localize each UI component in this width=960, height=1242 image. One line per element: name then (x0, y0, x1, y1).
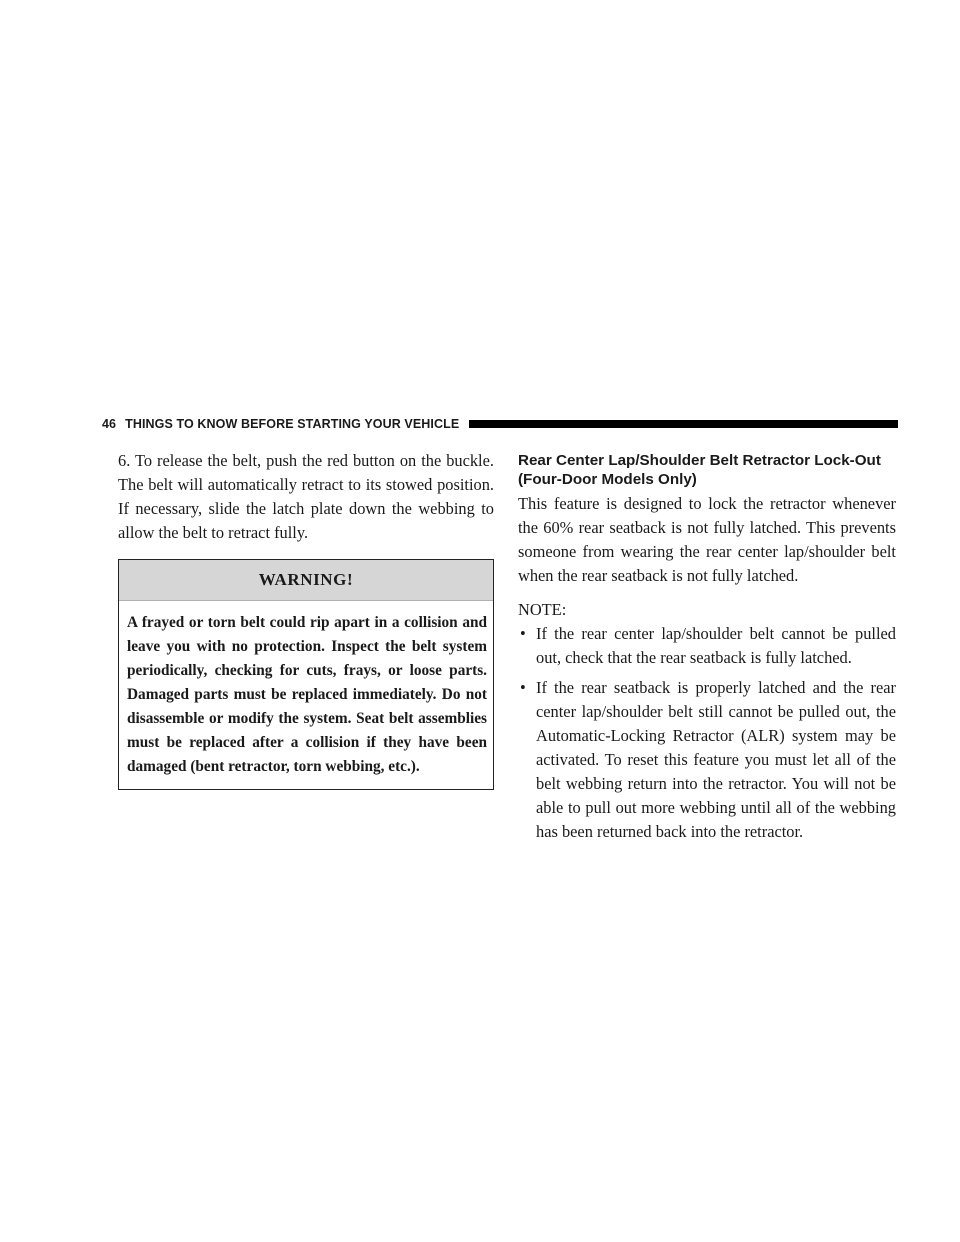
list-item (518, 676, 896, 844)
bullet-icon: • (520, 678, 526, 697)
bullet-text: If the rear seatback is properly latched and the rear center lap/shoulder belt still cannot be pulled out, the Automatic-Locking Retractor (ALR) system may be activated. To reset this feature you must let all of the belt webbing return into the retractor. You will not be able to pull out more webbing until all of the webbing has been returned back into the retractor. (536, 678, 896, 841)
note-bullet-list (518, 622, 896, 844)
warning-title: WARNING! (258, 570, 354, 589)
running-title: THINGS TO KNOW BEFORE STARTING YOUR VEHICLE (125, 417, 460, 431)
warning-title-bar (119, 560, 493, 601)
bullet-text: If the rear center lap/shoulder belt cannot be pulled out, check that the rear seatback is fully latched. (536, 624, 896, 667)
note-label: NOTE: (518, 600, 567, 619)
warning-box (118, 559, 494, 790)
left-column (118, 449, 494, 790)
feature-paragraph: This feature is designed to lock the retractor whenever the 60% rear seatback is not fully latched. This prevents someone from wearing the rear center lap/shoulder belt when the rear seatback is not fully latched. (518, 494, 896, 585)
header-rule (469, 420, 898, 428)
right-column (518, 451, 896, 850)
section-heading: Rear Center Lap/Shoulder Belt Retractor Lock-Out (Four-Door Models Only) (518, 452, 881, 488)
page-header (102, 416, 898, 432)
page-number: 46 (102, 417, 117, 431)
intro-paragraph: 6. To release the belt, push the red button on the buckle. The belt will automatically retract to its stowed position. If necessary, slide the latch plate down the webbing to allow the belt to retract fully. (118, 451, 494, 542)
bullet-icon: • (520, 624, 526, 643)
list-item (518, 622, 896, 670)
warning-text: A frayed or torn belt could rip apart in a collision and leave you with no protection. Inspect the belt system periodically, checking for cuts, frays, or loose parts. Damaged parts must be replaced immediately. Do not disassemble or modify the system. Seat belt assemblies must be replaced after a collision if they have been damaged (bent retractor, torn webbing, etc.). (127, 614, 487, 775)
